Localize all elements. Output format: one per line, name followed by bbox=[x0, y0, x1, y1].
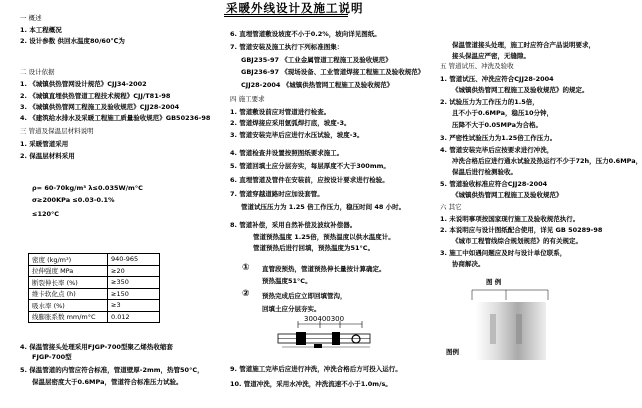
text-line: 3. 施工中如遇问题应及时与设计单位联系， bbox=[440, 249, 567, 257]
text-line: 协商解决。 bbox=[452, 260, 485, 268]
text-line: 保温后进行检测验收。 bbox=[452, 168, 517, 176]
text-line: 4. 管道检查井设置按照图纸要求施工。 bbox=[230, 149, 344, 157]
property-name-cell: 吸水率 (%) bbox=[29, 300, 108, 312]
text-line: 预热完成后应立即回填管沟， bbox=[262, 292, 347, 300]
text-line: GBJ236-97 《现场设备、工业管道焊接工程施工及验收规范》 bbox=[241, 68, 425, 76]
text-line: 1. 管道试压、冲洗应符合CJJ28-2004 bbox=[440, 75, 554, 83]
text-line: 4. 保温管接头处理采用FJGP-700型聚乙烯热收缩套 bbox=[20, 343, 173, 351]
property-name-cell: 维卡软化点 (h) bbox=[29, 288, 108, 300]
text-line: 《城市工程管线综合规划规范》的有关规定。 bbox=[452, 237, 582, 245]
text-line: σ≥200KPa ≤0.03-0.1% bbox=[32, 196, 115, 204]
section-construction: 四 施工要求 bbox=[230, 95, 265, 103]
text-line: 《城镇供热管网工程施工及验收规范》 bbox=[452, 191, 563, 199]
text-line: 回填土应分层夯实。 bbox=[262, 305, 321, 313]
text-line: 管道预热温度 1.25倍，预热温度以供水温度计。 bbox=[253, 233, 395, 241]
text-line: 2. 设计参数 供回水温度80/60℃为 bbox=[20, 37, 125, 45]
table-row bbox=[29, 288, 160, 300]
text-line: 2. 试验压力为工作压力的1.5倍， bbox=[440, 98, 539, 106]
legend-label: 图例 bbox=[446, 348, 459, 356]
page-title: 采暖外线设计及施工说明 bbox=[226, 1, 364, 15]
text-line: 接头保温应严密，无缝隙。 bbox=[452, 52, 530, 60]
property-name-cell: 拉伸强度 MPa bbox=[29, 265, 108, 277]
text-line: 1. 本工程概况 bbox=[20, 26, 62, 34]
property-value-cell: 0.012 bbox=[108, 311, 160, 323]
text-line: GBJ235-97 《工业金属管道工程施工及验收规范》 bbox=[241, 56, 392, 64]
text-line: 保温层密度大于0.6MPa，管道符合标准压力试验。 bbox=[32, 378, 183, 386]
text-line: ≤120°C bbox=[32, 210, 60, 218]
legend-title: 图 例 bbox=[486, 278, 502, 286]
text-line: 5. 管道回填土应分层夯实，每层厚度不大于300mm。 bbox=[230, 162, 390, 170]
text-line: 1. 管道敷设前应对管道进行检查。 bbox=[230, 108, 331, 116]
property-name-cell: 密度 (kg/m³) bbox=[29, 254, 108, 266]
text-line: 4. 管道安装完毕后应按要求进行冲洗， bbox=[440, 146, 554, 154]
text-line: 5. 保温管道的内管应符合标准，管道壁厚-2mm，热管50°C， bbox=[20, 366, 204, 374]
text-line: 且不小于0.6MPa，稳压10分钟， bbox=[452, 109, 554, 117]
text-line: 压降不大于0.05MPa为合格。 bbox=[452, 121, 542, 129]
section-basis: 二 设计依据 bbox=[20, 68, 55, 76]
section-overview: 一 概述 bbox=[20, 14, 42, 22]
text-line: 4. 《建筑给水排水及采暖工程施工质量验收规范》GB50236-98 bbox=[20, 114, 211, 122]
text-line: 8. 管道补偿，采用自然补偿及波纹补偿器。 bbox=[230, 221, 357, 229]
text-line: 9. 管道施工完毕后应进行冲洗，冲洗合格后方可投入运行。 bbox=[230, 365, 402, 373]
text-line: 2. 《城镇直埋供热管道工程技术规程》CJJ/T81-98 bbox=[20, 92, 171, 100]
table-row bbox=[29, 311, 160, 323]
property-name-cell: 断裂伸长率 (%) bbox=[29, 277, 108, 289]
section-materials: 三 管道及保温层材料说明 bbox=[20, 127, 94, 135]
text-line: 5. 管道验收标准应符合CJJ28-2004 bbox=[440, 180, 548, 188]
text-line: CJJ28-2004 《城镇供热管网工程施工及验收规范》 bbox=[241, 81, 394, 89]
table-row bbox=[29, 277, 160, 289]
text-line: 3. 《城镇供热管网工程施工及验收规范》CJJ28-2004 bbox=[20, 103, 180, 111]
text-line: FJGP-700型 bbox=[32, 353, 72, 361]
text-line: 1. 未说明事项按国家现行施工及验收规范执行。 bbox=[440, 215, 580, 223]
text-line: 1. 《城镇供热管网设计规范》CJJ34-2002 bbox=[20, 80, 147, 88]
text-line: 2. 本说明应与设计图纸配合使用，详见 GB 50289-98 bbox=[440, 226, 603, 234]
text-line: 7. 管道穿越道路时应加设套管。 bbox=[230, 190, 324, 198]
text-line: 2. 管道焊接应采用氩弧焊打底，坡度-3。 bbox=[230, 119, 351, 127]
text-line: 管道预热后进行回填，预热温度为51°C。 bbox=[253, 244, 375, 252]
property-value-cell: ≥3 bbox=[108, 300, 160, 312]
material-properties-table bbox=[28, 253, 160, 323]
text-line: 保温管道接头处理，施工时应符合产品说明要求， bbox=[452, 41, 595, 49]
text-line: 2. 保温层材料采用 bbox=[20, 152, 75, 160]
text-line: 冲洗合格后应进行通水试验及热运行不少于72h，压力0.6MPa， bbox=[452, 157, 642, 165]
property-name-cell: 线膨胀系数 mm/m°C bbox=[29, 311, 108, 323]
section-other: 六 其它 bbox=[440, 203, 462, 211]
circled-number-2: ② bbox=[242, 289, 250, 299]
legend-section-drawing bbox=[470, 286, 550, 366]
text-line: ρ= 60-70kg/m³ λ≤0.035W/m°C bbox=[32, 184, 143, 192]
table-row bbox=[29, 254, 160, 266]
text-line: 管道试压压力为 1.25 倍工作压力，稳压时间 48 小时。 bbox=[241, 203, 406, 211]
text-line: 6. 直埋管道敷设坡度不小于0.2%，坡向详见图纸。 bbox=[230, 30, 381, 38]
text-line: 直管段预热，管道预热伸长量按计算确定。 bbox=[262, 265, 386, 273]
text-line: 《城镇供热管网工程施工及验收规范》的规定。 bbox=[452, 86, 589, 94]
text-line: 3. 严密性试验压力为1.25倍工作压力。 bbox=[440, 134, 557, 142]
property-value-cell: ≥150 bbox=[108, 288, 160, 300]
table-row bbox=[29, 265, 160, 277]
dimension-label: 300400300 bbox=[304, 315, 345, 323]
text-line: 预热温度51°C。 bbox=[262, 277, 312, 285]
property-value-cell: ≥350 bbox=[108, 277, 160, 289]
table-row bbox=[29, 300, 160, 312]
property-value-cell: 940-965 bbox=[108, 254, 160, 266]
text-line: 7. 管道安装及施工执行下列标准图集： bbox=[230, 43, 344, 51]
title-underline-2 bbox=[224, 16, 348, 17]
pipe-detail-drawing bbox=[270, 318, 380, 358]
property-value-cell: ≥20 bbox=[108, 265, 160, 277]
text-line: 6. 直埋管道及管件在安装前，应按设计要求进行检验。 bbox=[230, 176, 389, 184]
text-line: 3. 管道安装完毕后应进行水压试验，坡度-3。 bbox=[230, 131, 364, 139]
title-underline bbox=[224, 14, 348, 15]
text-line: 10. 管道冲洗，采用水冲洗，冲洗流速不小于1.0m/s。 bbox=[230, 380, 392, 388]
section-testing: 五 管道试压、冲洗及验收 bbox=[440, 62, 514, 70]
text-line: 1. 采暖管道采用 bbox=[20, 140, 69, 148]
circled-number-1: ① bbox=[242, 263, 250, 273]
